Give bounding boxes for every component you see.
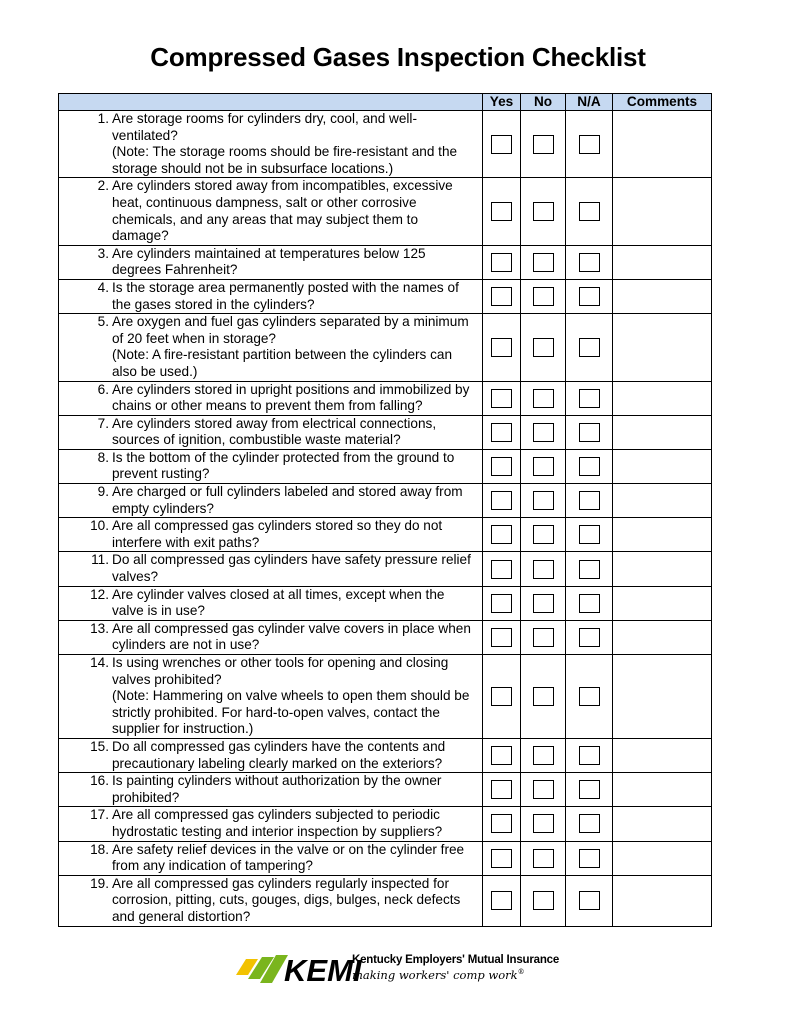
question-line: Are cylinders maintained at temperatures below 125 [112,245,426,261]
checklist-row [59,314,712,381]
no-checkbox[interactable] [533,814,554,833]
yes-checkbox[interactable] [491,594,512,613]
no-checkbox[interactable] [533,253,554,272]
question-text [109,450,482,483]
question-line: Is the bottom of the cylinder protected from the ground to [112,449,455,465]
na-cell [566,449,613,483]
yes-checkbox[interactable] [491,780,512,799]
na-checkbox[interactable] [579,389,600,408]
question-number: 19. [90,875,109,891]
checklist-row [59,279,712,313]
no-cell [521,449,566,483]
no-cell [521,552,566,586]
yes-cell [483,655,521,739]
question-line: empty cylinders? [112,500,214,516]
question-text [109,246,482,279]
question-number: 4. [97,279,109,295]
na-checkbox[interactable] [579,594,600,613]
yes-cell [483,415,521,449]
question-line: Do all compressed gas cylinders have the contents and [112,738,446,754]
checklist-body [59,111,712,927]
na-checkbox[interactable] [579,525,600,544]
question-number: 16. [90,773,109,789]
registered-mark: ® [517,968,525,977]
question-line: chemicals, and any areas that may subject them to [112,211,419,227]
checklist-row [59,875,712,926]
checklist-row [59,518,712,552]
comments-cell[interactable] [613,841,712,875]
no-checkbox[interactable] [533,338,554,357]
yes-cell [483,484,521,518]
question-line: degrees Fahrenheit? [112,262,238,278]
no-cell [521,111,566,178]
question-text [109,739,482,772]
question-line: Are all compressed gas cylinders regularly inspected for [112,875,449,891]
na-cell [566,415,613,449]
na-checkbox[interactable] [579,423,600,442]
yes-checkbox[interactable] [491,525,512,544]
yes-cell [483,111,521,178]
question-cell [59,279,483,313]
comments-cell[interactable] [613,738,712,772]
question-line: (Note: Hammering on valve wheels to open them should be [112,688,470,704]
question-cell [59,773,483,807]
na-checkbox[interactable] [579,628,600,647]
checklist-row [59,178,712,245]
company-tagline: making workers' comp work® [352,968,525,982]
no-checkbox[interactable] [533,423,554,442]
yes-checkbox[interactable] [491,338,512,357]
question-text [109,773,482,806]
yes-cell [483,245,521,279]
question-text [109,807,482,840]
yes-cell [483,178,521,245]
question-line: prevent rusting? [112,466,210,482]
checklist-row [59,620,712,654]
yes-checkbox[interactable] [491,687,512,706]
question-line: precautionary labeling clearly marked on the exteriors? [112,755,443,771]
na-checkbox[interactable] [579,849,600,868]
no-checkbox[interactable] [533,202,554,221]
question-cell [59,449,483,483]
question-line: strictly prohibited. For hard-to-open valves, contact the [112,704,440,720]
yes-checkbox[interactable] [491,891,512,910]
na-checkbox[interactable] [579,746,600,765]
question-line: storage should not be in subsurface locations.) [112,160,394,176]
question-line: Is painting cylinders without authorization by the owner [112,773,442,789]
question-text [109,484,482,517]
checklist-row [59,655,712,739]
question-line: valves? [112,569,159,585]
question-number: 9. [97,484,109,500]
na-cell [566,552,613,586]
no-checkbox[interactable] [533,525,554,544]
question-line: Is using wrenches or other tools for opening and closing [112,655,449,670]
checklist-row [59,449,712,483]
kemi-logo-mark [236,945,362,989]
yes-checkbox[interactable] [491,423,512,442]
question-line: hydrostatic testing and interior inspection by suppliers? [112,823,443,839]
na-cell [566,807,613,841]
question-number: 3. [97,245,109,261]
question-line: Are cylinders stored in upright positions and immobilized by [112,381,470,397]
logo-word: KEMI [284,953,362,988]
no-checkbox[interactable] [533,491,554,510]
no-cell [521,178,566,245]
question-line: Are storage rooms for cylinders dry, cool, and well- [112,111,417,126]
no-cell [521,807,566,841]
no-checkbox[interactable] [533,135,554,154]
header-question [59,94,483,111]
yes-checkbox[interactable] [491,560,512,579]
checklist-row [59,484,712,518]
question-line: valve is in use? [112,603,205,619]
question-cell [59,552,483,586]
header-row [59,94,712,111]
question-line: (Note: The storage rooms should be fire-resistant and the [112,144,458,160]
no-cell [521,484,566,518]
question-number: 17. [90,807,109,823]
question-number: 10. [90,518,109,534]
no-checkbox[interactable] [533,746,554,765]
question-text [109,655,482,738]
yes-cell [483,841,521,875]
question-number: 8. [97,449,109,465]
question-cell [59,245,483,279]
question-number: 11. [91,552,109,568]
question-line: cylinders are not in use? [112,637,260,653]
question-line: Are cylinders stored away from incompatibles, excessive [112,178,453,194]
na-checkbox[interactable] [579,687,600,706]
comments-cell[interactable] [613,314,712,381]
question-cell [59,875,483,926]
question-cell [59,178,483,245]
question-text [109,178,482,244]
question-number: 13. [90,620,109,636]
question-line: Are cylinder valves closed at all times, except when the [112,586,445,602]
comments-cell[interactable] [613,111,712,178]
na-cell [566,773,613,807]
na-cell [566,484,613,518]
question-number: 7. [97,415,109,431]
yes-checkbox[interactable] [491,849,512,868]
question-line: (Note: A fire-resistant partition between the cylinders can [112,347,453,363]
no-cell [521,279,566,313]
na-cell [566,111,613,178]
question-cell [59,807,483,841]
question-line: the gases stored in the cylinders? [112,296,315,312]
question-line: supplier for instruction.) [112,721,254,737]
no-cell [521,381,566,415]
question-cell [59,415,483,449]
no-checkbox[interactable] [533,560,554,579]
na-checkbox[interactable] [579,457,600,476]
page-title: Compressed Gases Inspection Checklist [150,42,646,72]
question-cell [59,381,483,415]
question-line: chains or other means to prevent them from falling? [112,398,423,414]
yes-checkbox[interactable] [491,389,512,408]
question-text [109,518,482,551]
comments-cell[interactable] [613,586,712,620]
question-cell [59,518,483,552]
na-checkbox[interactable] [579,338,600,357]
question-line: of 20 feet when in storage? [112,330,276,346]
checklist-row [59,245,712,279]
question-line: heat, continuous dampness, salt or other corrosive [112,194,417,210]
na-checkbox[interactable] [579,202,600,221]
no-cell [521,415,566,449]
header-comments: Comments [613,94,712,111]
na-checkbox[interactable] [579,135,600,154]
yes-checkbox[interactable] [491,287,512,306]
na-checkbox[interactable] [579,780,600,799]
kemi-logo [236,945,559,989]
checklist-row [59,807,712,841]
question-line: Is the storage area permanently posted with the names of [112,279,459,295]
header-no: No [521,94,566,111]
comments-cell[interactable] [613,655,712,739]
na-cell [566,245,613,279]
question-line: corrosion, pitting, cuts, gouges, digs, bulges, neck defects [112,892,461,908]
comments-cell[interactable] [613,552,712,586]
yes-checkbox[interactable] [491,135,512,154]
inspection-checklist-table [58,93,712,927]
no-checkbox[interactable] [533,687,554,706]
yes-cell [483,620,521,654]
yes-checkbox[interactable] [491,202,512,221]
header-yes: Yes [483,94,521,111]
na-cell [566,620,613,654]
question-text [109,111,482,177]
no-checkbox[interactable] [533,457,554,476]
no-checkbox[interactable] [533,849,554,868]
yes-cell [483,279,521,313]
checklist-row [59,773,712,807]
no-checkbox[interactable] [533,287,554,306]
question-number: 1. [97,111,109,126]
yes-checkbox[interactable] [491,628,512,647]
yes-cell [483,738,521,772]
na-cell [566,518,613,552]
comments-cell[interactable] [613,807,712,841]
na-checkbox[interactable] [579,560,600,579]
no-checkbox[interactable] [533,389,554,408]
na-checkbox[interactable] [579,253,600,272]
yes-cell [483,773,521,807]
no-checkbox[interactable] [533,628,554,647]
question-line: Are cylinders stored away from electrical connections, [112,415,437,431]
no-cell [521,875,566,926]
na-cell [566,314,613,381]
question-number: 5. [97,314,109,330]
question-line: Do all compressed gas cylinders have safety pressure relief [112,552,471,568]
question-cell [59,655,483,739]
comments-cell[interactable] [613,279,712,313]
no-cell [521,620,566,654]
yes-checkbox[interactable] [491,746,512,765]
na-checkbox[interactable] [579,814,600,833]
question-line: sources of ignition, combustible waste material? [112,432,401,448]
no-cell [521,655,566,739]
question-number: 18. [90,841,109,857]
question-line: valves prohibited? [112,671,222,687]
na-cell [566,841,613,875]
question-text [109,416,482,449]
comments-cell[interactable] [613,620,712,654]
checklist-row [59,381,712,415]
question-line: from any indication of tampering? [112,858,313,874]
question-cell [59,111,483,178]
question-line: also be used.) [112,363,198,379]
no-cell [521,245,566,279]
question-cell [59,738,483,772]
question-number: 12. [90,586,109,602]
na-checkbox[interactable] [579,491,600,510]
question-cell [59,484,483,518]
comments-cell[interactable] [613,245,712,279]
question-line: Are safety relief devices in the valve or on the cylinder free [112,841,465,857]
question-text [109,842,482,875]
question-text [109,552,482,585]
comments-cell[interactable] [613,178,712,245]
comments-cell[interactable] [613,773,712,807]
no-cell [521,773,566,807]
comments-cell[interactable] [613,449,712,483]
na-cell [566,738,613,772]
comments-cell[interactable] [613,875,712,926]
comments-cell[interactable] [613,415,712,449]
yes-cell [483,807,521,841]
question-cell [59,586,483,620]
no-cell [521,738,566,772]
comments-cell[interactable] [613,484,712,518]
na-cell [566,279,613,313]
na-cell [566,381,613,415]
question-text [109,280,482,313]
question-text [109,876,482,926]
question-cell [59,841,483,875]
yes-cell [483,518,521,552]
question-cell [59,620,483,654]
na-checkbox[interactable] [579,287,600,306]
yes-checkbox[interactable] [491,457,512,476]
yes-cell [483,586,521,620]
no-checkbox[interactable] [533,594,554,613]
na-checkbox[interactable] [579,891,600,910]
no-cell [521,841,566,875]
yes-cell [483,875,521,926]
question-line: prohibited? [112,789,180,805]
question-number: 6. [97,381,109,397]
yes-checkbox[interactable] [491,491,512,510]
no-cell [521,314,566,381]
question-line: and general distortion? [112,908,251,924]
question-cell [59,314,483,381]
question-text [109,382,482,415]
no-checkbox[interactable] [533,891,554,910]
checklist-row [59,415,712,449]
question-line: Are charged or full cylinders labeled and stored away from [112,484,463,500]
na-cell [566,655,613,739]
yes-cell [483,314,521,381]
question-line: Are all compressed gas cylinders stored so they do not [112,518,443,534]
header-na: N/A [566,94,613,111]
yes-cell [483,449,521,483]
no-checkbox[interactable] [533,780,554,799]
na-cell [566,178,613,245]
question-number: 15. [90,738,109,754]
checklist-row [59,586,712,620]
question-line: interfere with exit paths? [112,534,260,550]
question-line: damage? [112,228,169,244]
yes-checkbox[interactable] [491,253,512,272]
question-line: Are oxygen and fuel gas cylinders separated by a minimum [112,314,469,330]
question-line: Are all compressed gas cylinder valve covers in place when [112,620,471,636]
company-name: Kentucky Employers' Mutual Insurance [352,954,560,966]
no-cell [521,518,566,552]
question-text [109,587,482,620]
question-text [109,314,482,380]
na-cell [566,586,613,620]
question-number: 14. [90,655,109,670]
checklist-row [59,552,712,586]
yes-cell [483,381,521,415]
na-cell [566,875,613,926]
yes-cell [483,552,521,586]
checklist-row [59,841,712,875]
question-line: ventilated? [112,127,178,143]
yes-checkbox[interactable] [491,814,512,833]
comments-cell[interactable] [613,518,712,552]
checklist-row [59,738,712,772]
question-text [109,621,482,654]
checklist-row [59,111,712,178]
no-cell [521,586,566,620]
comments-cell[interactable] [613,381,712,415]
question-number: 2. [97,178,109,194]
question-line: Are all compressed gas cylinders subjected to periodic [112,807,440,823]
